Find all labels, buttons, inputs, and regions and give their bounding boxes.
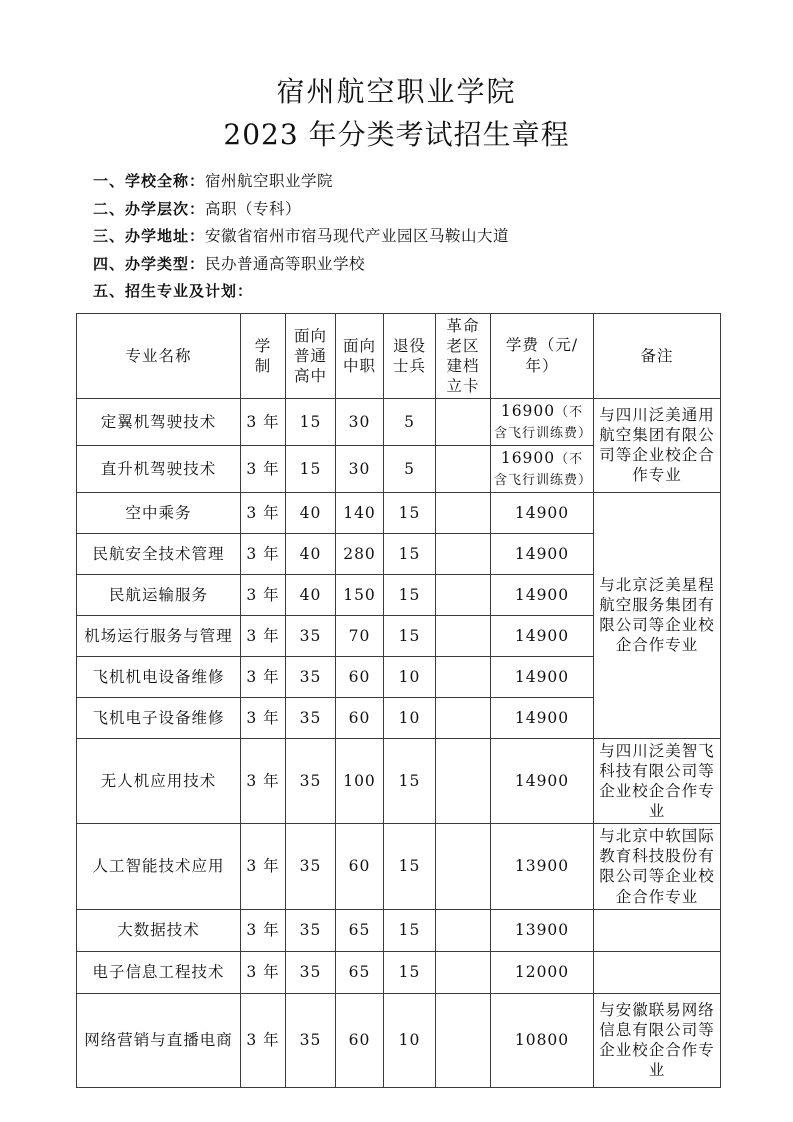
info-item-school-name xyxy=(93,168,793,196)
cell-retired-soldiers: 15 xyxy=(384,492,436,533)
cell-secondary-vocational: 70 xyxy=(336,615,384,656)
cell-remark xyxy=(594,909,721,951)
cell-major: 无人机应用技术 xyxy=(77,738,241,824)
cell-secondary-vocational: 60 xyxy=(336,824,384,910)
cell-regular-high-school: 40 xyxy=(286,492,336,533)
cell-retired-soldiers: 10 xyxy=(384,697,436,738)
tuition-note: （不含飞行训练费） xyxy=(494,405,593,441)
cell-secondary-vocational: 60 xyxy=(336,656,384,697)
cell-old-area-card xyxy=(436,697,491,738)
column-header-remark: 备注 xyxy=(594,313,721,399)
column-header-regular-high-school xyxy=(286,313,336,399)
cell-secondary-vocational: 140 xyxy=(336,492,384,533)
cell-old-area-card xyxy=(436,656,491,697)
cell-old-area-card xyxy=(436,445,491,492)
column-header-secondary-vocational xyxy=(336,313,384,399)
cell-old-area-card xyxy=(436,574,491,615)
info-value: 宿州航空职业学院 xyxy=(205,172,334,190)
info-label: 三、办学地址： xyxy=(93,228,206,245)
cell-tuition: 13900 xyxy=(491,824,594,910)
table-row xyxy=(77,399,721,446)
cell-major: 直升机驾驶技术 xyxy=(77,445,241,492)
cell-tuition: 14900 xyxy=(491,574,594,615)
cell-old-area-card xyxy=(436,492,491,533)
tuition-amount: 16900 xyxy=(500,448,556,467)
cell-secondary-vocational: 65 xyxy=(336,909,384,951)
cell-secondary-vocational: 30 xyxy=(336,445,384,492)
cell-major: 空中乘务 xyxy=(77,492,241,533)
cell-duration: 3 年 xyxy=(241,399,286,446)
info-item-enrollment-plan-heading xyxy=(93,278,793,306)
cell-old-area-card xyxy=(436,738,491,824)
column-header-duration xyxy=(241,313,286,399)
school-info-list xyxy=(93,168,793,306)
info-label: 五、招生专业及计划： xyxy=(93,283,254,300)
cell-duration: 3 年 xyxy=(241,656,286,697)
cell-duration: 3 年 xyxy=(241,824,286,910)
cell-remark: 与北京中软国际教育科技股份有限公司等企业校企合作专业 xyxy=(594,824,721,910)
cell-retired-soldiers: 10 xyxy=(384,656,436,697)
cell-retired-soldiers: 5 xyxy=(384,399,436,446)
cell-regular-high-school: 35 xyxy=(286,615,336,656)
cell-retired-soldiers: 15 xyxy=(384,574,436,615)
cell-old-area-card xyxy=(436,533,491,574)
cell-secondary-vocational: 150 xyxy=(336,574,384,615)
cell-old-area-card xyxy=(436,824,491,910)
table-row xyxy=(77,492,721,533)
cell-duration: 3 年 xyxy=(241,951,286,993)
cell-duration: 3 年 xyxy=(241,615,286,656)
cell-old-area-card xyxy=(436,399,491,446)
cell-retired-soldiers: 15 xyxy=(384,533,436,574)
cell-old-area-card xyxy=(436,993,491,1087)
cell-remark: 与北京泛美星程航空服务集团有限公司等企业校企合作专业 xyxy=(594,492,721,738)
cell-regular-high-school: 40 xyxy=(286,533,336,574)
info-label: 二、办学层次： xyxy=(93,200,206,218)
cell-remark: 与安徽联易网络信息有限公司等企业校企合作专业 xyxy=(594,993,721,1087)
cell-regular-high-school: 35 xyxy=(286,993,336,1087)
cell-major: 定翼机驾驶技术 xyxy=(77,399,241,446)
cell-major: 飞机机电设备维修 xyxy=(77,656,241,697)
column-header-label: 面向普通高中 xyxy=(293,326,327,385)
info-value: 高职（专科） xyxy=(205,199,302,218)
cell-major: 网络营销与直播电商 xyxy=(77,993,241,1087)
cell-retired-soldiers: 15 xyxy=(384,909,436,951)
cell-old-area-card xyxy=(436,615,491,656)
table-row xyxy=(77,824,721,910)
cell-tuition: 10800 xyxy=(491,993,594,1087)
cell-regular-high-school: 35 xyxy=(286,909,336,951)
cell-tuition: 14900 xyxy=(491,656,594,697)
cell-secondary-vocational: 65 xyxy=(336,951,384,993)
column-header-tuition xyxy=(491,313,594,399)
column-header-label: 面向中职 xyxy=(342,336,376,375)
info-value: 安徽省宿州市宿马现代产业园区马鞍山大道 xyxy=(205,227,510,245)
cell-duration: 3 年 xyxy=(241,909,286,951)
cell-old-area-card xyxy=(436,909,491,951)
cell-regular-high-school: 35 xyxy=(286,738,336,824)
table-header xyxy=(77,313,721,399)
cell-remark: 与四川泛美智飞科技有限公司等企业校企合作专业 xyxy=(594,738,721,824)
cell-tuition xyxy=(491,445,594,492)
cell-regular-high-school: 15 xyxy=(286,399,336,446)
info-item-address xyxy=(93,223,793,251)
cell-tuition: 13900 xyxy=(491,909,594,951)
tuition-note: （不含飞行训练费） xyxy=(494,451,593,488)
info-value: 民办普通高等职业学校 xyxy=(205,254,366,273)
cell-regular-high-school: 15 xyxy=(286,445,336,492)
cell-duration: 3 年 xyxy=(241,445,286,492)
cell-major: 民航安全技术管理 xyxy=(77,533,241,574)
column-header-retired-soldiers xyxy=(384,313,436,399)
cell-retired-soldiers: 15 xyxy=(384,615,436,656)
column-header-label: 革命老区建档立卡 xyxy=(446,316,480,395)
cell-tuition: 14900 xyxy=(491,615,594,656)
cell-regular-high-school: 35 xyxy=(286,824,336,910)
column-header-label: 学制 xyxy=(254,336,272,375)
cell-duration: 3 年 xyxy=(241,533,286,574)
cell-major: 大数据技术 xyxy=(77,909,241,951)
cell-remark: 与四川泛美通用航空集团有限公司等企业校企合作专业 xyxy=(594,399,721,493)
cell-secondary-vocational: 100 xyxy=(336,738,384,824)
table-row xyxy=(77,738,721,824)
cell-regular-high-school: 35 xyxy=(286,951,336,993)
table-header-row xyxy=(77,313,721,399)
enrollment-plan-table xyxy=(76,313,721,1088)
tuition-amount: 16900 xyxy=(500,402,556,421)
table-row xyxy=(77,993,721,1087)
cell-duration: 3 年 xyxy=(241,738,286,824)
cell-retired-soldiers: 10 xyxy=(384,993,436,1087)
cell-major: 人工智能技术应用 xyxy=(77,824,241,910)
column-header-major: 专业名称 xyxy=(77,313,241,399)
cell-major: 电子信息工程技术 xyxy=(77,951,241,993)
cell-regular-high-school: 40 xyxy=(286,574,336,615)
cell-tuition: 14900 xyxy=(491,492,594,533)
cell-tuition: 14900 xyxy=(491,533,594,574)
cell-regular-high-school: 35 xyxy=(286,656,336,697)
cell-major: 民航运输服务 xyxy=(77,574,241,615)
column-header-label: 学费（元/年） xyxy=(505,335,579,375)
cell-retired-soldiers: 15 xyxy=(384,738,436,824)
column-header-old-area-card xyxy=(436,313,491,399)
cell-tuition: 14900 xyxy=(491,738,594,824)
info-item-education-level xyxy=(93,196,793,224)
page-title: 宿州航空职业学院 xyxy=(276,75,517,108)
cell-duration: 3 年 xyxy=(241,492,286,533)
info-label: 四、办学类型： xyxy=(93,255,206,273)
cell-duration: 3 年 xyxy=(241,993,286,1087)
cell-tuition: 14900 xyxy=(491,697,594,738)
cell-duration: 3 年 xyxy=(241,697,286,738)
cell-secondary-vocational: 60 xyxy=(336,697,384,738)
cell-duration: 3 年 xyxy=(241,574,286,615)
cell-retired-soldiers: 15 xyxy=(384,951,436,993)
cell-old-area-card xyxy=(436,951,491,993)
cell-major: 飞机电子设备维修 xyxy=(77,697,241,738)
cell-secondary-vocational: 30 xyxy=(336,399,384,446)
info-label: 一、学校全称： xyxy=(93,173,206,190)
column-header-label: 退役士兵 xyxy=(392,336,426,375)
cell-remark xyxy=(594,951,721,993)
table-body xyxy=(77,399,721,1088)
table-row xyxy=(77,951,721,993)
table-row xyxy=(77,909,721,951)
cell-secondary-vocational: 60 xyxy=(336,993,384,1087)
info-item-school-type xyxy=(93,251,793,279)
page-subtitle: 2023 年分类考试招生章程 xyxy=(223,118,570,151)
cell-tuition xyxy=(491,399,594,446)
cell-retired-soldiers: 15 xyxy=(384,824,436,910)
cell-tuition: 12000 xyxy=(491,951,594,993)
cell-major: 机场运行服务与管理 xyxy=(77,615,241,656)
cell-retired-soldiers: 5 xyxy=(384,445,436,492)
cell-regular-high-school: 35 xyxy=(286,697,336,738)
cell-secondary-vocational: 280 xyxy=(336,533,384,574)
